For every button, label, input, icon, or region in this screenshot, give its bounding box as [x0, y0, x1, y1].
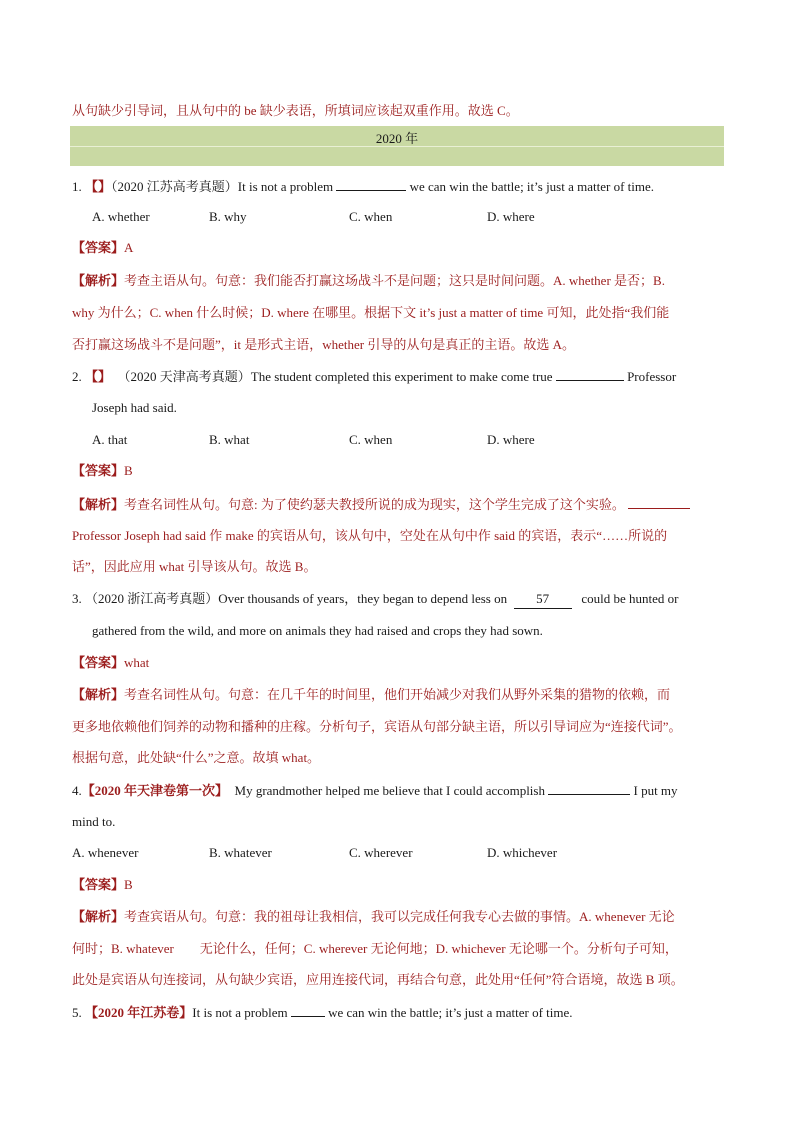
question-1-analysis-line-1: 【解析】考查主语从句。句意：我们能否打赢这场战斗不是问题；这只是时间问题。A. whether 是否；B.: [72, 273, 665, 288]
question-4-stem: 4.【2020 年天津卷第一次】 My grandmother helped me believe that I could accomplish I put my: [72, 783, 678, 798]
question-3-stem: 3. （2020 浙江高考真题）Over thousands of years，they began to depend less on 57 could be hunted or: [72, 590, 678, 609]
option-c: C. wherever: [349, 845, 413, 860]
question-3-stem-line-2: gathered from the wild, and more on animals they had raised and crops they had sown.: [92, 623, 543, 638]
option-a: A. whether: [92, 209, 150, 224]
question-5-stem: 5. 【2020 年江苏卷】It is not a problem we can win the battle; it’s just a matter of time.: [72, 1005, 573, 1020]
question-4-analysis-line-1: 【解析】考查宾语从句。句意：我的祖母让我相信，我可以完成任何我专心去做的事情。A. whenever 无论: [72, 909, 675, 924]
numbered-blank: 57: [514, 590, 572, 609]
question-2-answer: 【答案】B: [72, 463, 133, 478]
question-1-bracket: 【】: [85, 179, 112, 194]
option-d: D. where: [487, 432, 535, 447]
question-4-analysis-line-2: 何时；B. whatever 无论什么，任何；C. wherever 无论何地；D. whichever 无论哪一个。分析句子可知，: [72, 941, 678, 956]
option-d: D. whichever: [487, 845, 558, 860]
option-b: B. what: [209, 432, 250, 447]
option-c: C. when: [349, 432, 393, 447]
question-5-source: 【2020 年江苏卷】: [85, 1005, 193, 1020]
option-a: A. that: [92, 432, 128, 447]
carryover-explanation: 从句缺少引导词，且从句中的 be 缺少表语，所填词应该起双重作用。故选 C。: [72, 103, 519, 118]
year-title: 2020 年: [375, 131, 419, 146]
answer-blank: [628, 495, 690, 509]
option-b: B. whatever: [209, 845, 272, 860]
question-4-analysis-line-3: 此处是宾语从句连接词，从句缺少宾语，应用连接代词，再结合句意，此处用“任何”符合语境，故选 B 项。: [72, 972, 684, 987]
option-c: C. when: [349, 209, 393, 224]
question-3-analysis-line-3: 根据句意，此处缺“什么”之意。故填 what。: [72, 750, 321, 765]
option-b: B. why: [209, 209, 247, 224]
question-4-answer: 【答案】B: [72, 877, 133, 892]
question-1-answer: 【答案】A: [72, 240, 134, 255]
question-3-analysis-line-2: 更多地依赖他们饲养的动物和播种的庄稼。分析句子，宾语从句部分缺主语，所以引导词应为“连接代词”。: [72, 719, 682, 734]
answer-blank: [336, 177, 406, 191]
question-2-stem: 2. 【】 （2020 天津高考真题）The student completed this experiment to make come true Professor: [72, 369, 677, 384]
answer-blank: [548, 781, 630, 795]
answer-blank: [556, 367, 624, 381]
question-1-analysis-line-3: 否打赢这场战斗不是问题”，it 是形式主语，whether 引导的从句是真正的主语。故选 A。: [72, 337, 576, 352]
question-2-analysis-line-1: 【解析】考查名词性从句。句意: 为了使约瑟夫教授所说的成为现实，这个学生完成了这个实验。: [72, 495, 690, 514]
question-2-analysis-line-3: 话”，因此应用 what 引导该从句。故选 B。: [72, 559, 317, 574]
question-3-answer: 【答案】what: [72, 655, 150, 670]
question-4-source: 【2020 年天津卷第一次】: [81, 783, 229, 798]
question-1-analysis-line-2: why 为什么；C. when 什么时候；D. where 在哪里。根据下文 it’s just a matter of time 可知，此处指“我们能: [72, 305, 670, 320]
option-d: D. where: [487, 209, 535, 224]
question-2-stem-line-2: Joseph had said.: [92, 400, 177, 415]
question-2-source: （2020 天津高考真题）: [117, 369, 251, 384]
question-3-analysis-line-1: 【解析】考查名词性从句。句意：在几千年的时间里，他们开始减少对我们从野外采集的猎物的依赖，而: [72, 687, 671, 702]
question-4-stem-line-2: mind to.: [72, 814, 116, 829]
answer-blank: [291, 1003, 325, 1017]
question-3-source: （2020 浙江高考真题）: [85, 591, 219, 606]
header-divider: [70, 146, 724, 147]
option-a: A. whenever: [72, 845, 139, 860]
question-2-analysis-line-2: Professor Joseph had said 作 make 的宾语从句，该从句中，空处在从句中作 said 的宾语，表示“……所说的: [72, 528, 668, 543]
year-section-header: [70, 126, 724, 166]
question-2-bracket: 【】: [85, 369, 112, 384]
question-1-stem: 1. 【】（2020 江苏高考真题）It is not a problem we can win the battle; it’s just a matter of time.: [72, 179, 655, 194]
question-1-source: （2020 江苏高考真题）: [111, 179, 238, 194]
